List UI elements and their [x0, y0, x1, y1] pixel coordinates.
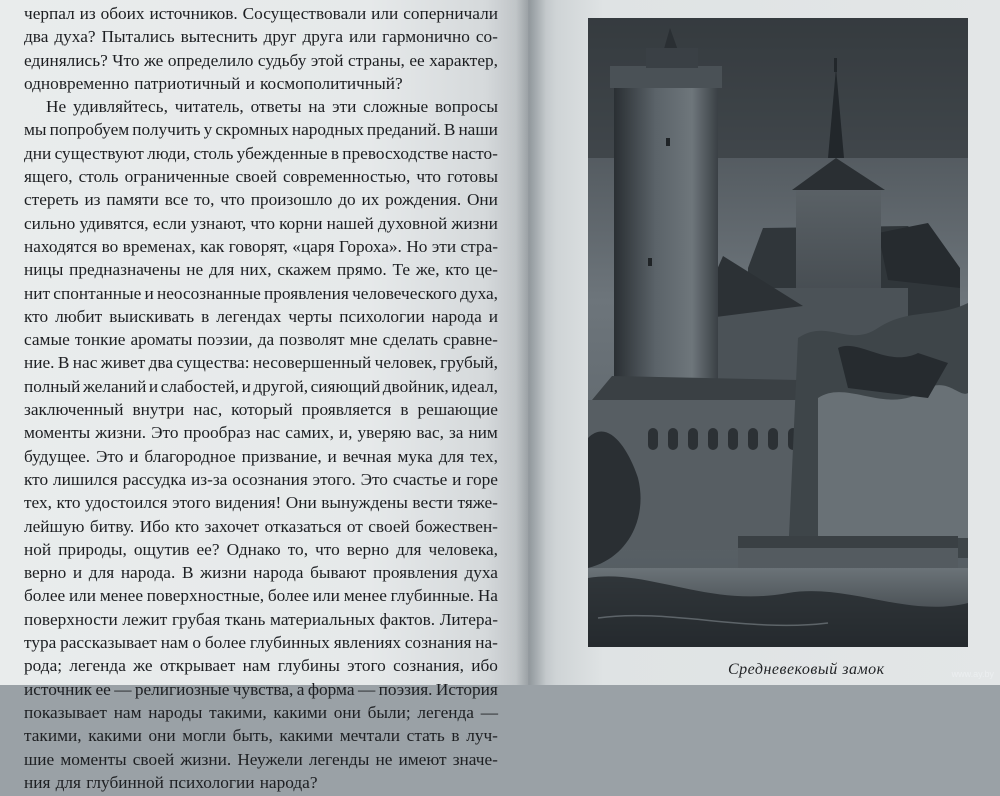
text-line: полный желаний и слабостей, и другой, сияющий двойник, идеал, — [24, 376, 498, 396]
illustration-caption: Средневековый замок — [728, 661, 885, 678]
text-line: мы попробуем получить у скромных народных преданий. В наши — [24, 120, 498, 140]
text-line: такими, какими они могли быть, какими мечтали стать в луч- — [24, 726, 498, 746]
book-gutter — [516, 0, 546, 685]
text-line: одновременно патриотичный и космополитичный? — [24, 73, 403, 93]
text-line: ной природы, ощутив ее? Однако то, что верно для человека, — [24, 539, 498, 559]
text-line: ния для глубинной психологии народа? — [24, 772, 318, 792]
text-line: более или менее поверхностные, более или менее глубинные. На — [24, 586, 498, 606]
text-line: верно и для народа. В жизни народа бывают проявления духа — [24, 563, 498, 583]
text-line: самые тонкие ароматы поэзии, да позволят мне сделать сравне- — [24, 330, 498, 350]
text-line: два духа? Пытались вытеснить друг друга или гармонично со- — [24, 27, 498, 47]
text-line: находятся во временах, как говорят, «царя Гороха». Но эти стра- — [24, 236, 498, 256]
text-line: шие моменты своей жизни. Неужели легенды не имеют значе- — [24, 749, 498, 769]
text-line: заключенный внутри нас, который проявляется в решающие — [24, 400, 498, 420]
watermark-text: www.ay.by — [951, 669, 994, 679]
text-line: тех, кто удостоился этого видения! Они вынуждены вести тяже- — [24, 493, 498, 513]
body-text — [24, 4, 498, 796]
text-line: сильно удивятся, если узнают, что корни нашей духовной жизни — [24, 213, 498, 233]
text-line: стереть из памяти все то, что произошло до их рождения. Они — [24, 190, 498, 210]
text-line: нит спонтанные и неосознанные проявления человеческого духа, — [24, 283, 498, 303]
text-line: кто лишился рассудка из-за осознания этого. Это счастье и горе — [24, 469, 498, 489]
castle-illustration — [588, 18, 968, 647]
text-line: поверхности лежит грубая ткань материальных фактов. Литера- — [24, 609, 498, 629]
text-line: ние. В нас живет два существа: несовершенный человек, грубый, — [24, 353, 498, 373]
castle-photo-drawing — [588, 18, 968, 647]
text-line: лейшую битву. Ибо кто захочет отказаться от своей божествен- — [24, 516, 498, 536]
text-line: ящего, столь ограниченные своей современностью, что готовы — [24, 167, 498, 187]
text-line: рода; легенда же открывает нам глубины этого сознания, ибо — [24, 656, 498, 676]
text-line: Не удивляйтесь, читатель, ответы на эти сложные вопросы — [46, 97, 498, 117]
text-line: кто любит выискивать в легендах черты психологии народа и — [24, 306, 498, 326]
text-line: тура рассказывает нам о более глубинных явлениях сознания на- — [24, 633, 498, 653]
text-line: черпал из обоих источников. Сосуществовали или соперничали — [24, 4, 498, 23]
text-line: единялись? Что же определило судьбу этой страны, ее характер, — [24, 50, 498, 70]
text-line: будущее. Это и благородное призвание, и вечная мука для тех, — [24, 446, 498, 466]
text-line: ницы предназначены не для них, скажем прямо. Те же, кто це- — [24, 260, 498, 280]
text-line: дни существуют люди, столь убежденные в превосходстве насто- — [24, 143, 498, 163]
text-line: источник ее — религиозные чувства, а форма — поэзия. История — [24, 679, 498, 699]
text-line: показывает нам народы такими, какими они были; легенда — — [24, 702, 498, 722]
text-line: моменты жизни. Это прообраз нас самих, и, уверяю вас, за ним — [24, 423, 498, 443]
